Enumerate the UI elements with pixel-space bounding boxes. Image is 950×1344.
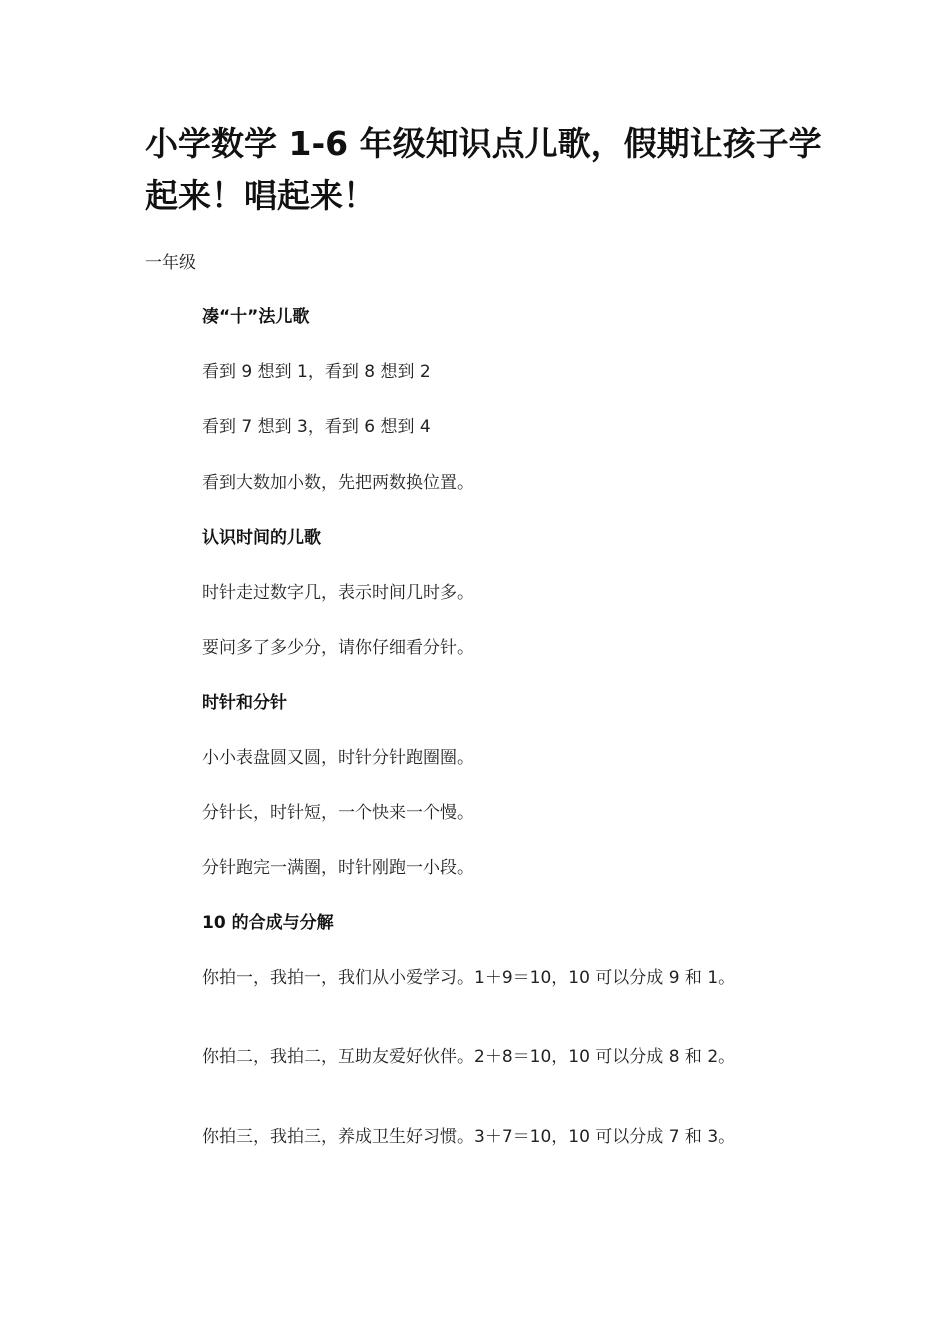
song-line: 小小表盘圆又圆，时针分针跑圈圈。	[202, 748, 474, 768]
section-heading: 时针和分针	[202, 693, 287, 713]
song-line: 分针跑完一满圈，时针刚跑一小段。	[202, 858, 474, 878]
song-line: 时针走过数字几，表示时间几时多。	[202, 583, 474, 603]
song-line: 你拍一，我拍一，我们从小爱学习。1＋9＝10，10 可以分成 9 和 1。	[202, 968, 736, 988]
song-line: 看到 9 想到 1，看到 8 想到 2	[202, 362, 431, 382]
grade-label: 一年级	[145, 253, 196, 273]
section-heading: 凑“十”法儿歌	[202, 307, 310, 327]
song-line: 你拍二，我拍二，互助友爱好伙伴。2＋8＝10，10 可以分成 8 和 2。	[202, 1047, 736, 1067]
section-heading: 10 的合成与分解	[202, 913, 334, 933]
page-title: 小学数学 1-6 年级知识点儿歌，假期让孩子学起来！唱起来！	[145, 124, 822, 215]
song-line: 看到 7 想到 3，看到 6 想到 4	[202, 417, 431, 437]
song-line: 要问多了多少分，请你仔细看分针。	[202, 638, 474, 658]
song-line: 分针长，时针短，一个快来一个慢。	[202, 803, 474, 823]
section-heading: 认识时间的儿歌	[202, 528, 321, 548]
song-line: 你拍三，我拍三，养成卫生好习惯。3＋7＝10，10 可以分成 7 和 3。	[202, 1127, 736, 1147]
song-line: 看到大数加小数，先把两数换位置。	[202, 473, 474, 493]
